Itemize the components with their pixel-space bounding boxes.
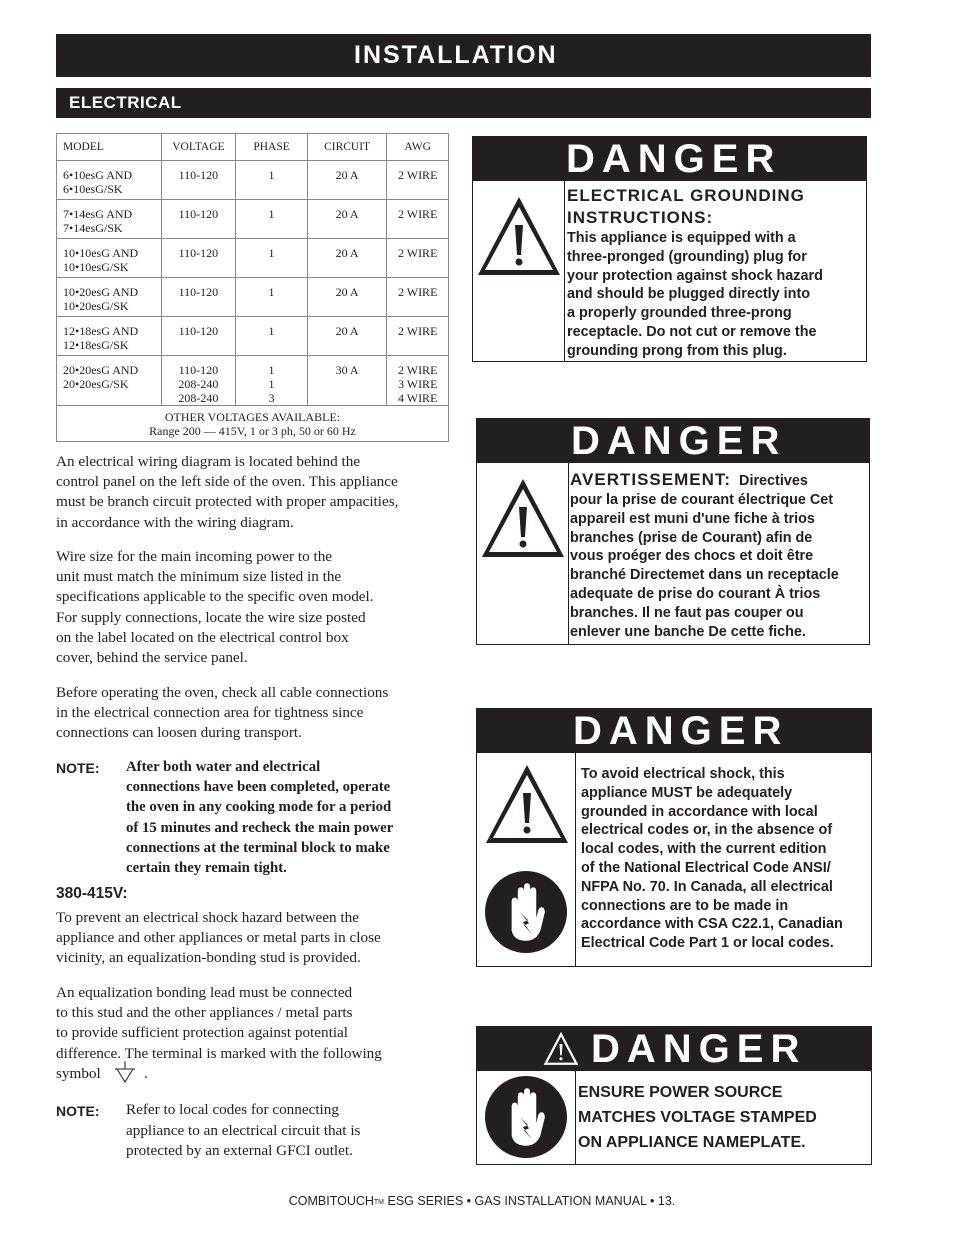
table-row — [57, 200, 449, 239]
text-line: An equalization bonding lead must be connected — [56, 984, 353, 1001]
other-voltages-line1: OTHER VOLTAGES AVAILABLE: — [164, 410, 341, 424]
text-line: ON APPLIANCE NAMEPLATE. — [578, 1134, 806, 1151]
icon-column — [477, 753, 576, 966]
text-line: electrical codes or, in the absence of — [581, 822, 833, 839]
cell-line: 1 — [268, 324, 275, 338]
danger-header: DANGER — [477, 419, 869, 463]
trademark-mark: TM — [373, 1199, 385, 1206]
table-row — [57, 239, 449, 278]
text-line: appareil est muni d'une fiche à trios — [570, 510, 815, 527]
cell-line: 20•20esG AND — [63, 363, 139, 377]
equipotential-symbol-icon — [114, 1061, 136, 1083]
col-header-circuit: CIRCUIT — [307, 134, 387, 161]
text-line: appliance to an electrical circuit that is — [126, 1121, 361, 1139]
cell-model — [57, 239, 162, 278]
footer-brand: COMBITOUCH — [288, 1194, 374, 1208]
cell-line: 4 WIRE — [397, 391, 438, 405]
text-line: to provide sufficient protection against potential — [56, 1024, 349, 1042]
text-line: connections are to be made in — [581, 897, 789, 914]
cell-line: 1 — [268, 285, 275, 299]
electric-shock-hand-icon — [485, 871, 567, 953]
warning-triangle-icon — [478, 475, 568, 565]
text-line: NFPA No. 70. In Canada, all electrical — [581, 878, 833, 895]
cell-model — [57, 356, 162, 406]
text-line: Refer to local codes for connecting — [126, 1101, 339, 1118]
cell-line: 2 WIRE — [397, 324, 438, 338]
text-line: Electrical Code Part 1 or local codes. — [581, 935, 834, 952]
cell-line: 1 — [268, 207, 275, 221]
text-line: three-pronged (grounding) plug for — [567, 248, 807, 265]
bonding-lead-paragraph — [56, 983, 451, 1086]
text-line: This appliance is equipped with a — [567, 230, 796, 246]
cell-circuit: 20 A — [307, 200, 387, 239]
text-line: vicinity, an equalization-bonding stud is provided. — [56, 949, 361, 967]
text-line: your protection against shock hazard — [567, 267, 823, 284]
table-row — [57, 161, 449, 200]
text-line: in the electrical connection area for tightness since — [56, 704, 364, 722]
text-line: and should be plugged directly into — [567, 286, 811, 303]
text-line: grounding prong from this plug. — [567, 342, 787, 359]
danger-title: INSTRUCTIONS: — [567, 208, 714, 227]
text-line: symbol — [56, 1064, 101, 1082]
electrical-spec-table — [56, 133, 449, 442]
cell-awg — [387, 239, 449, 278]
text-line: connections have been completed, operate — [126, 779, 391, 796]
danger-text-grounding — [567, 185, 862, 361]
cell-awg — [387, 161, 449, 200]
danger-title: AVERTISSEMENT: — [570, 470, 732, 489]
text-line: cover, behind the service panel. — [56, 649, 248, 667]
cell-voltage — [161, 278, 236, 317]
cell-line: 10•20esG/SK — [63, 299, 129, 313]
other-voltages-note — [57, 406, 449, 442]
text-line: unit must match the minimum size listed in the — [56, 568, 342, 586]
cell-line: 208-240 — [178, 377, 219, 391]
cell-model — [57, 161, 162, 200]
warning-triangle-icon — [541, 1032, 581, 1066]
cell-awg — [387, 356, 449, 406]
danger-header: DANGER — [477, 709, 871, 753]
text-line: to this stud and the other appliances / metal parts — [56, 1004, 353, 1022]
text-line: connections can loosen during transport. — [56, 724, 302, 742]
text-line: Before operating the oven, check all cable connections — [56, 684, 389, 701]
cell-line: 20•20esG/SK — [63, 377, 129, 391]
cell-line: 1 — [268, 377, 275, 391]
text-line: the oven in any cooking mode for a period — [126, 799, 392, 816]
cell-line: 2 WIRE — [397, 207, 438, 221]
electric-shock-hand-icon — [485, 1076, 567, 1158]
cell-phase — [236, 200, 308, 239]
cell-model — [57, 200, 162, 239]
cable-check-paragraph — [56, 683, 451, 744]
danger-text-shock — [581, 765, 873, 953]
text-line: appliance and other appliances or metal parts in close — [56, 929, 381, 947]
cell-line: 110-120 — [178, 363, 219, 377]
cell-awg — [387, 200, 449, 239]
cell-phase — [236, 278, 308, 317]
note-operate-oven — [126, 757, 456, 878]
danger-title: ELECTRICAL GROUNDING — [567, 186, 805, 205]
cell-line: 10•10esG/SK — [63, 260, 129, 274]
danger-header: DANGER — [477, 1027, 871, 1071]
cell-circuit: 30 A — [307, 356, 387, 406]
cell-phase — [236, 356, 308, 406]
text-line: Directives — [739, 473, 808, 489]
col-header-model: MODEL — [57, 134, 162, 161]
text-line: branches (prise de Courant) afin de — [570, 529, 813, 546]
icon-column — [477, 463, 569, 644]
cell-circuit: 20 A — [307, 317, 387, 356]
wire-size-paragraph — [56, 547, 451, 668]
cell-line: 110-120 — [178, 324, 219, 338]
wiring-diagram-paragraph — [56, 452, 451, 533]
text-line: enlever une banche De cette fiche. — [570, 623, 806, 640]
text-line: For supply connections, locate the wire size posted — [56, 608, 366, 626]
cell-line: 12•18esG/SK — [63, 338, 129, 352]
cell-model — [57, 278, 162, 317]
text-line: accordance with CSA C22.1, Canadian — [581, 916, 843, 933]
text-line: MATCHES VOLTAGE STAMPED — [578, 1109, 817, 1126]
cell-line: 1 — [268, 363, 275, 377]
cell-line: 12•18esG AND — [63, 324, 139, 338]
section-heading: ELECTRICAL — [56, 88, 871, 118]
danger-text-power — [578, 1080, 868, 1155]
cell-line: 110-120 — [178, 207, 219, 221]
cell-line: 2 WIRE — [397, 363, 438, 377]
cell-line: 2 WIRE — [397, 285, 438, 299]
danger-box-grounding — [472, 136, 867, 362]
text-line: To avoid electrical shock, this — [581, 766, 785, 782]
text-line: adequate de prise do courant À trios — [570, 585, 821, 602]
danger-box-power-source — [476, 1026, 872, 1165]
note-gfci — [126, 1100, 456, 1162]
table-header-row — [57, 134, 449, 161]
cell-line: 110-120 — [178, 168, 219, 182]
text-line: After both water and electrical — [126, 759, 321, 775]
text-line: An electrical wiring diagram is located behind the — [56, 453, 361, 470]
danger-box-avertissement — [476, 418, 870, 645]
text-line: connections at the terminal block to make — [126, 839, 390, 856]
cell-circuit: 20 A — [307, 278, 387, 317]
footer-text: ESG SERIES • GAS INSTALLATION MANUAL • 13. — [384, 1194, 676, 1208]
cell-awg — [387, 317, 449, 356]
page-footer — [0, 1194, 954, 1208]
cell-voltage — [161, 356, 236, 406]
cell-line: 1 — [268, 168, 275, 182]
text-line: a properly grounded three-prong — [567, 305, 792, 322]
text-line: must be branch circuit protected with proper ampacities, — [56, 493, 399, 511]
text-line: branches. Il ne faut pas couper ou — [570, 604, 804, 621]
text-line: specifications applicable to the specific oven model. — [56, 588, 374, 606]
cell-line: 10•20esG AND — [63, 285, 139, 299]
text-line: in accordance with the wiring diagram. — [56, 513, 294, 531]
cell-phase — [236, 239, 308, 278]
note-label: NOTE: — [56, 1103, 100, 1119]
col-header-voltage: VOLTAGE — [161, 134, 236, 161]
cell-line: 7•14esG AND — [63, 207, 133, 221]
text-line: pour la prise de courant électrique Cet — [570, 492, 834, 508]
text-line: grounded in accordance with local — [581, 803, 818, 820]
cell-line: 1 — [268, 246, 275, 260]
text-line: control panel on the left side of the oven. This appliance — [56, 473, 398, 491]
text-line: ENSURE POWER SOURCE — [578, 1084, 783, 1101]
cell-voltage — [161, 161, 236, 200]
cell-line: 2 WIRE — [397, 168, 438, 182]
note-label: NOTE: — [56, 760, 100, 776]
cell-circuit: 20 A — [307, 239, 387, 278]
cell-phase — [236, 161, 308, 200]
text-line: on the label located on the electrical control box — [56, 628, 349, 646]
shock-hazard-paragraph — [56, 908, 451, 969]
text-line: protected by an external GFCI outlet. — [126, 1142, 353, 1159]
cell-line: 3 — [268, 391, 275, 405]
page-title: INSTALLATION — [56, 34, 871, 77]
cell-circuit: 20 A — [307, 161, 387, 200]
cell-line: 208-240 — [178, 391, 219, 405]
cell-line: 3 WIRE — [397, 377, 438, 391]
text-line: of 15 minutes and recheck the main power — [126, 819, 394, 836]
text-line: . — [144, 1064, 148, 1082]
cell-line: 2 WIRE — [397, 246, 438, 260]
text-line: of the National Electrical Code ANSI/ — [581, 859, 831, 876]
table-row — [57, 317, 449, 356]
cell-line: 6•10esG AND — [63, 168, 133, 182]
icon-column — [477, 1071, 576, 1164]
cell-voltage — [161, 239, 236, 278]
text-line: To prevent an electrical shock hazard between the — [56, 909, 359, 926]
other-voltages-line2: Range 200 — 415V, 1 or 3 ph, 50 or 60 Hz — [149, 424, 356, 438]
cell-line: 10•10esG AND — [63, 246, 139, 260]
cell-phase — [236, 317, 308, 356]
warning-triangle-icon — [482, 761, 572, 851]
cell-line: 7•14esG/SK — [63, 221, 123, 235]
text-line: local codes, with the current edition — [581, 841, 827, 858]
cell-line: 110-120 — [178, 246, 219, 260]
cell-line: 110-120 — [178, 285, 219, 299]
cell-model — [57, 317, 162, 356]
text-line: difference. The terminal is marked with the following — [56, 1044, 382, 1062]
text-line: branché Directemet dans un receptacle — [570, 567, 839, 584]
table-footer-row — [57, 406, 449, 442]
danger-text-avertissement — [570, 469, 868, 641]
cell-voltage — [161, 317, 236, 356]
danger-header: DANGER — [473, 137, 866, 181]
text-line: certain they remain tight. — [126, 860, 287, 877]
table-row — [57, 278, 449, 317]
voltage-subheading: 380-415V: — [56, 885, 128, 902]
symbol-line — [56, 1064, 451, 1086]
table-row — [57, 356, 449, 406]
text-line: vous proéger des chocs et doit être — [570, 548, 814, 565]
col-header-phase: PHASE — [236, 134, 308, 161]
text-line: receptacle. Do not cut or remove the — [567, 323, 817, 340]
text-line: Wire size for the main incoming power to the — [56, 548, 333, 565]
text-line: appliance MUST be adequately — [581, 784, 793, 801]
danger-box-electrical-shock — [476, 708, 872, 967]
icon-column — [473, 181, 565, 361]
cell-voltage — [161, 200, 236, 239]
warning-triangle-icon — [474, 193, 564, 283]
cell-line: 6•10esG/SK — [63, 182, 123, 196]
cell-awg — [387, 278, 449, 317]
col-header-awg: AWG — [387, 134, 449, 161]
